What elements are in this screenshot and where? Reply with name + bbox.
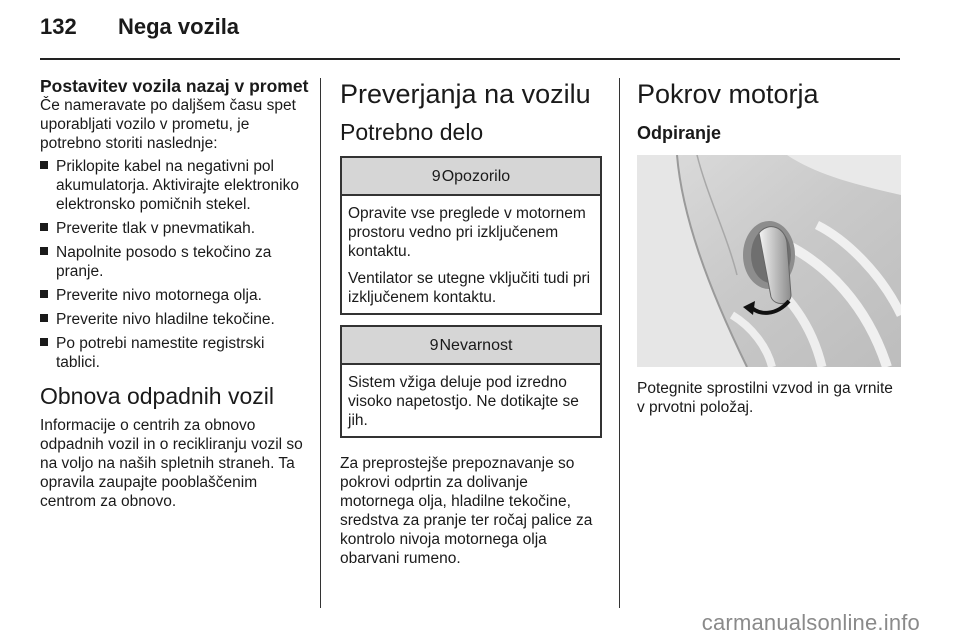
subheading-work: Potrebno delo: [340, 119, 484, 145]
warning-title: Opozorilo: [441, 167, 511, 185]
danger-title: Nevarnost: [439, 336, 513, 354]
column-1: [40, 76, 310, 511]
list-item-text: Preverite nivo motornega olja.: [56, 287, 262, 304]
hood-release-lever-illustration: [637, 155, 901, 367]
list-item: [40, 219, 310, 238]
list-item: [40, 286, 310, 305]
intro-text: Če nameravate po daljšem času spet uporabljati vozilo v prometu, je potrebno storiti naslednje:: [40, 97, 296, 152]
list-item: [40, 157, 310, 214]
danger-box: [340, 325, 602, 438]
list-item: [40, 334, 310, 372]
list-item-text: Preverite nivo hladilne tekočine.: [56, 311, 275, 328]
warning-icon: 9: [429, 336, 439, 354]
warning-box-header: [342, 158, 600, 196]
bullet-icon: [40, 161, 48, 169]
warning-text: Ventilator se utegne vključiti tudi pri izključenem kontaktu.: [348, 270, 591, 306]
danger-text: Sistem vžiga deluje pod izredno visoko napetostjo. Ne dotikajte se jih.: [348, 374, 579, 429]
column-divider-1: [320, 78, 321, 608]
list-item: [40, 243, 310, 281]
bullet-icon: [40, 247, 48, 255]
body-text: Za preprostejše prepoznavanje so pokrovi odprtin za dolivanje motornega olja, hladilne tekočine, sredstva za pranje ter ročaj palice za kontrolo nivoja motornega olja obarvani rumeno.: [340, 455, 593, 567]
list-item-text: Preverite tlak v pnevmatikah.: [56, 220, 256, 237]
section-heading-recycling: Obnova odpadnih vozil: [40, 383, 274, 409]
header-rule: [40, 58, 900, 60]
column-3: [637, 76, 902, 417]
danger-box-header: [342, 327, 600, 365]
list-item-text: Napolnite posodo s tekočino za pranje.: [56, 244, 272, 280]
section-heading-recommission: Postavitev vozila nazaj v promet: [40, 76, 309, 96]
list-item-text: Priklopite kabel na negativni pol akumulatorja. Aktivirajte elektroniko elektronsko pomičnih stekel.: [56, 158, 299, 213]
warning-box: [340, 156, 602, 315]
column-divider-2: [619, 78, 620, 608]
column-2: [340, 76, 602, 568]
bullet-icon: [40, 290, 48, 298]
bullet-icon: [40, 338, 48, 346]
list-item: [40, 310, 310, 329]
warning-text: Opravite vse preglede v motornem prostoru vedno pri izključenem kontaktu.: [348, 205, 586, 260]
list-item-text: Po potrebi namestite registrski tablici.: [56, 335, 265, 371]
page-title: Nega vozila: [118, 14, 240, 39]
bullet-icon: [40, 223, 48, 231]
section-heading-checks: Preverjanja na vozilu: [340, 79, 591, 109]
page-number: 132: [40, 14, 77, 39]
recycling-text: Informacije o centrih za obnovo odpadnih vozil in o recikliranju vozil so na voljo na naših spletnih straneh. Ta opravila zaupajte pooblaščenim centrom za obnovo.: [40, 417, 303, 510]
section-heading-hood: Pokrov motorja: [637, 79, 819, 109]
bullet-icon: [40, 314, 48, 322]
bullet-list: [40, 157, 310, 372]
image-caption: Potegnite sprostilni vzvod in ga vrnite v prvotni položaj.: [637, 380, 893, 416]
warning-icon: 9: [431, 167, 441, 185]
subheading-opening: Odpiranje: [637, 123, 722, 143]
watermark: carmanualsonline.info: [701, 610, 920, 635]
